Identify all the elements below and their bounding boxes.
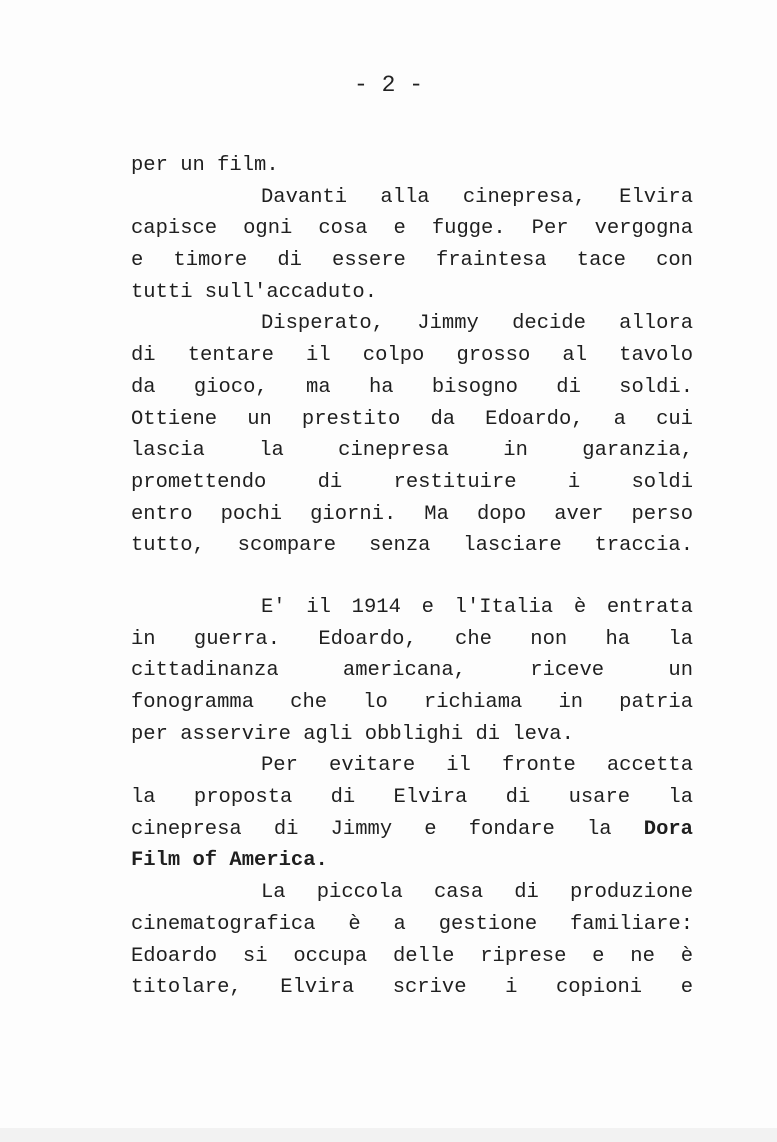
text-line: la proposta di Elvira di usare la <box>131 786 693 810</box>
text-line: Edoardo si occupa delle riprese e ne è <box>131 944 693 968</box>
text-line: E' il 1914 e l'Italia è entrata <box>261 595 693 619</box>
text-line: per asservire agli obblighi di leva. <box>131 722 574 746</box>
text-line: titolare, Elvira scrive i copioni e <box>131 976 693 1000</box>
text-line: e timore di essere fraintesa tace con <box>131 249 693 273</box>
text-line <box>131 845 693 877</box>
text-line: capisce ogni cosa e fugge. Per vergogna <box>131 217 693 241</box>
text-line <box>131 814 693 846</box>
text-line: lascia la cinepresa in garanzia, <box>131 439 693 463</box>
text-line: da gioco, ma ha bisogno di soldi. <box>131 375 693 399</box>
bold-company-name: Dora <box>643 817 693 841</box>
text-line: Davanti alla cinepresa, Elvira <box>261 185 693 209</box>
text-line: di tentare il colpo grosso al tavolo <box>131 344 693 368</box>
text-line: fonogramma che lo richiama in patria <box>131 691 693 714</box>
text-span: cinepresa di Jimmy e fondare la <box>131 817 612 841</box>
text-line: Per evitare il fronte accetta <box>261 754 693 778</box>
text-line: La piccola casa di produzione <box>261 881 693 905</box>
text-line: tutti sull'accaduto. <box>131 280 378 304</box>
text-line: promettendo di restituire i soldi <box>131 470 693 494</box>
text-line: Disperato, Jimmy decide allora <box>261 312 693 336</box>
text-line: cinematografica è a gestione familiare: <box>131 912 693 936</box>
text-line: in guerra. Edoardo, che non ha la <box>131 627 693 651</box>
page-bottom-edge <box>0 1128 777 1142</box>
body-text <box>131 150 693 1004</box>
text-line: tutto, scompare senza lasciare traccia. <box>131 534 693 558</box>
text-line: cittadinanza americana, riceve un <box>131 659 693 683</box>
bold-company-name: Film of America. <box>131 849 328 873</box>
text-line: Ottiene un prestito da Edoardo, a cui <box>131 407 693 431</box>
text-line: per un film. <box>131 154 279 177</box>
text-line: entro pochi giorni. Ma dopo aver perso <box>131 502 693 526</box>
paragraph-gap <box>131 562 693 592</box>
page-number: - 2 - <box>353 72 423 98</box>
